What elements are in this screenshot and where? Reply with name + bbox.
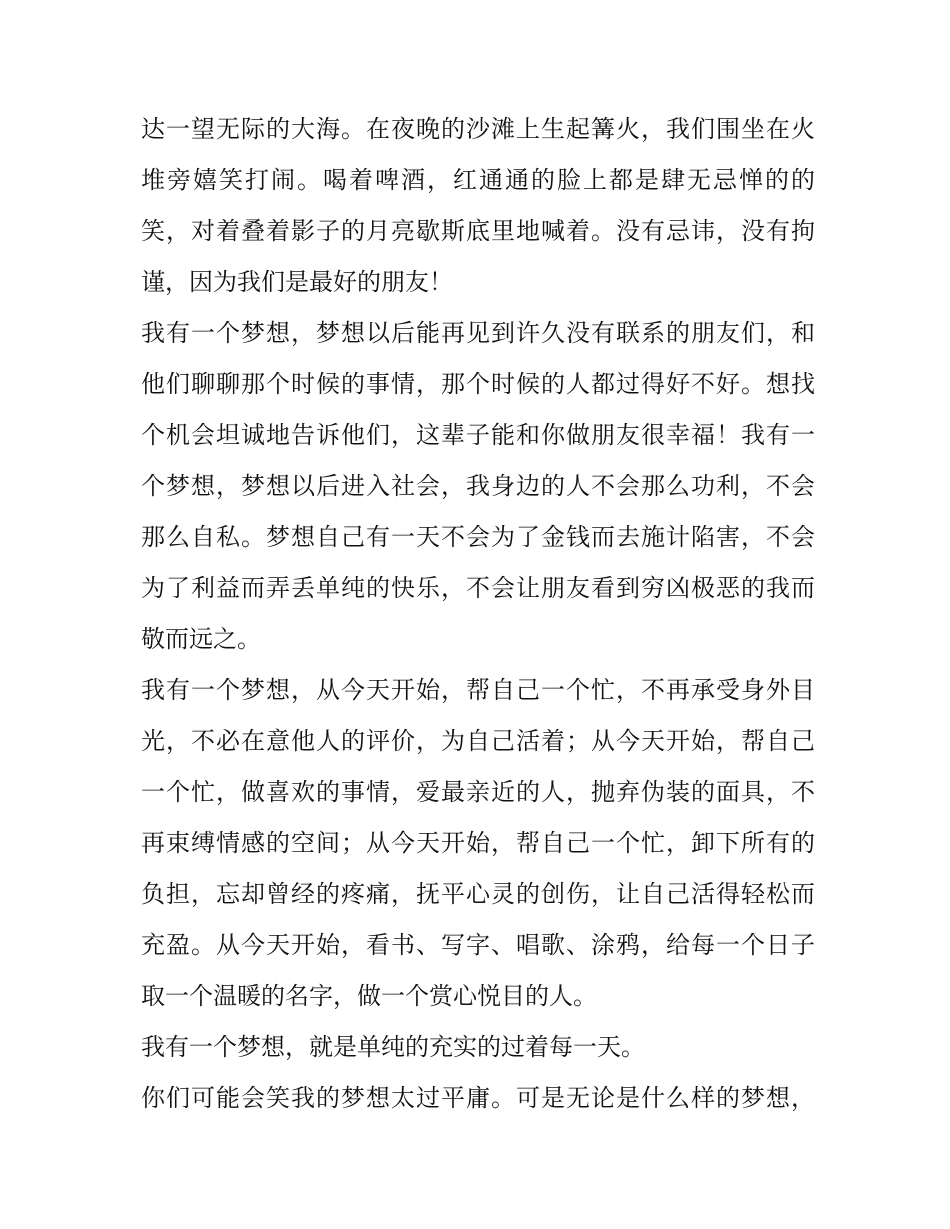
text-line: 一个忙，做喜欢的事情，爱最亲近的人，抛弃伪装的面具，不 [141,778,815,806]
text-line: 我有一个梦想，从今天开始，帮自己一个忙，不再承受身外目 [141,676,815,704]
text-line: 那么自私。梦想自己有一天不会为了金钱而去施计陷害，不会 [141,523,815,551]
text-line: 谨，因为我们是最好的朋友！ [141,268,453,296]
text-line: 负担，忘却曾经的疼痛，抚平心灵的创伤，让自己活得轻松而 [141,880,815,908]
text-line: 我有一个梦想，就是单纯的充实的过着每一天。 [141,1033,645,1061]
text-line: 个梦想，梦想以后进入社会，我身边的人不会那么功利，不会 [141,472,815,500]
text-line: 我有一个梦想，梦想以后能再见到许久没有联系的朋友们，和 [141,319,815,347]
text-line: 堆旁嬉笑打闹。喝着啤酒，红通通的脸上都是肆无忌惮的的 [141,166,815,194]
text-line: 为了利益而弄丢单纯的快乐，不会让朋友看到穷凶极恶的我而 [141,574,815,602]
body-text [141,104,815,1124]
text-line: 你们可能会笑我的梦想太过平庸。可是无论是什么样的梦想， [141,1084,815,1112]
text-line: 光，不必在意他人的评价，为自己活着；从今天开始，帮自己 [141,727,815,755]
text-line: 敬而远之。 [141,625,261,653]
text-line: 取一个温暖的名字，做一个赏心悦目的人。 [141,982,597,1010]
text-line: 个机会坦诚地告诉他们，这辈子能和你做朋友很幸福！我有一 [141,421,815,449]
text-line: 再束缚情感的空间；从今天开始，帮自己一个忙，卸下所有的 [141,829,815,857]
text-line: 达一望无际的大海。在夜晚的沙滩上生起篝火，我们围坐在火 [141,115,815,143]
text-line: 他们聊聊那个时候的事情，那个时候的人都过得好不好。想找 [141,370,815,398]
text-line: 笑，对着叠着影子的月亮歇斯底里地喊着。没有忌讳，没有拘 [141,217,815,245]
text-line: 充盈。从今天开始，看书、写字、唱歌、涂鸦，给每一个日子 [141,931,815,959]
